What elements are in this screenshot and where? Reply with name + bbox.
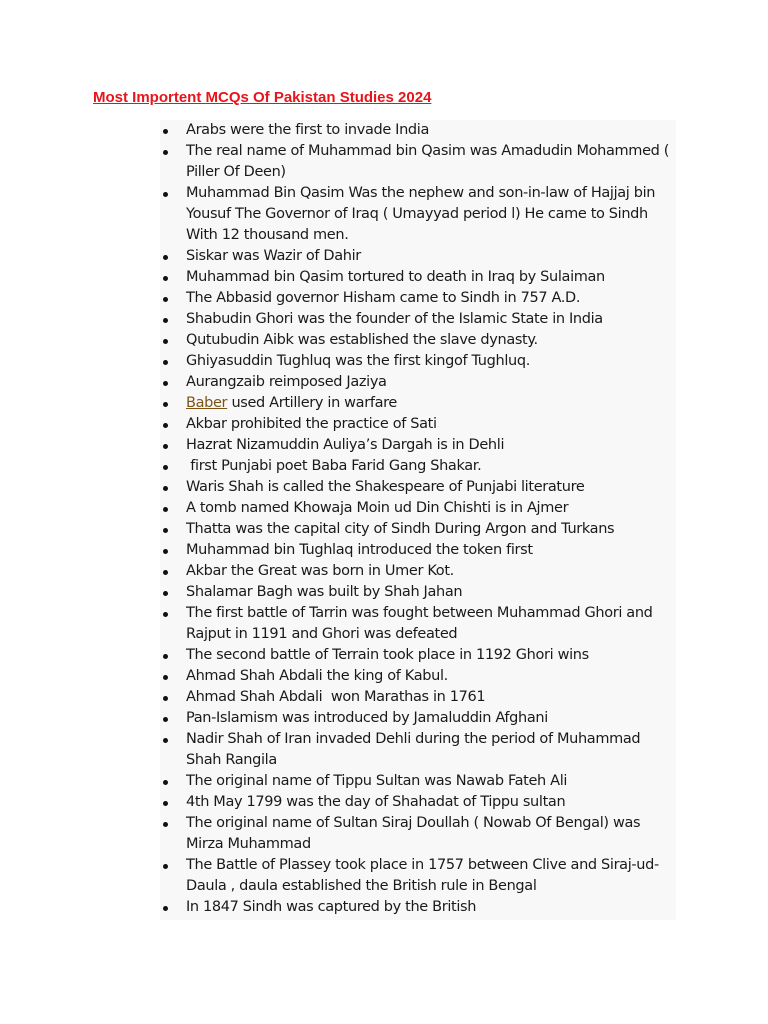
list-item: Ahmad Shah Abdali won Marathas in 1761 (160, 687, 676, 708)
list-item: Nadir Shah of Iran invaded Dehli during the period of Muhammad Shah Rangila (160, 729, 676, 771)
list-item: A tomb named Khowaja Moin ud Din Chishti is in Ajmer (160, 498, 676, 519)
list-item: Akbar prohibited the practice of Sati (160, 414, 676, 435)
list-item: Hazrat Nizamuddin Auliya’s Dargah is in Dehli (160, 435, 676, 456)
list-item: Akbar the Great was born in Umer Kot. (160, 561, 676, 582)
list-item: The second battle of Terrain took place in 1192 Ghori wins (160, 645, 676, 666)
list-item: Siskar was Wazir of Dahir (160, 246, 676, 267)
list-item: Shabudin Ghori was the founder of the Islamic State in India (160, 309, 676, 330)
list-item: Thatta was the capital city of Sindh During Argon and Turkans (160, 519, 676, 540)
list-item: In 1847 Sindh was captured by the British (160, 897, 676, 918)
list-item: first Punjabi poet Baba Farid Gang Shakar. (160, 456, 676, 477)
list-item: The first battle of Tarrin was fought between Muhammad Ghori and Rajput in 1191 and Ghori was defeated (160, 603, 676, 645)
mcq-list (160, 120, 676, 918)
list-item: The original name of Tippu Sultan was Nawab Fateh Ali (160, 771, 676, 792)
mcq-list-container (160, 120, 676, 920)
list-item: Ghiyasuddin Tughluq was the first kingof Tughluq. (160, 351, 676, 372)
list-item-text: used Artillery in warfare (231, 395, 397, 411)
list-item: 4th May 1799 was the day of Shahadat of Tippu sultan (160, 792, 676, 813)
list-item: Ahmad Shah Abdali the king of Kabul. (160, 666, 676, 687)
baber-link[interactable]: Baber (186, 395, 228, 411)
page-title: Most Importent MCQs Of Pakistan Studies 2024 (93, 89, 432, 106)
list-item: Aurangzaib reimposed Jaziya (160, 372, 676, 393)
list-item: The Battle of Plassey took place in 1757 between Clive and Siraj-ud- Daula , daula established the British rule in Bengal (160, 855, 676, 897)
list-item: Muhammad bin Qasim tortured to death in Iraq by Sulaiman (160, 267, 676, 288)
list-item: Qutubudin Aibk was established the slave dynasty. (160, 330, 676, 351)
list-item: The Abbasid governor Hisham came to Sindh in 757 A.D. (160, 288, 676, 309)
list-item-baber (160, 393, 676, 414)
list-item: Arabs were the first to invade India (160, 120, 676, 141)
list-item: The real name of Muhammad bin Qasim was Amadudin Mohammed ( Piller Of Deen) (160, 141, 676, 183)
list-item: Waris Shah is called the Shakespeare of Punjabi literature (160, 477, 676, 498)
list-item: Pan-Islamism was introduced by Jamaluddin Afghani (160, 708, 676, 729)
list-item: Muhammad Bin Qasim Was the nephew and son-in-law of Hajjaj bin Yousuf The Governor of Iraq ( Umayyad period l) He came to Sindh With 12 thousand men. (160, 183, 676, 246)
list-item: Muhammad bin Tughlaq introduced the token first (160, 540, 676, 561)
list-item: The original name of Sultan Siraj Doullah ( Nowab Of Bengal) was Mirza Muhammad (160, 813, 676, 855)
list-item: Shalamar Bagh was built by Shah Jahan (160, 582, 676, 603)
